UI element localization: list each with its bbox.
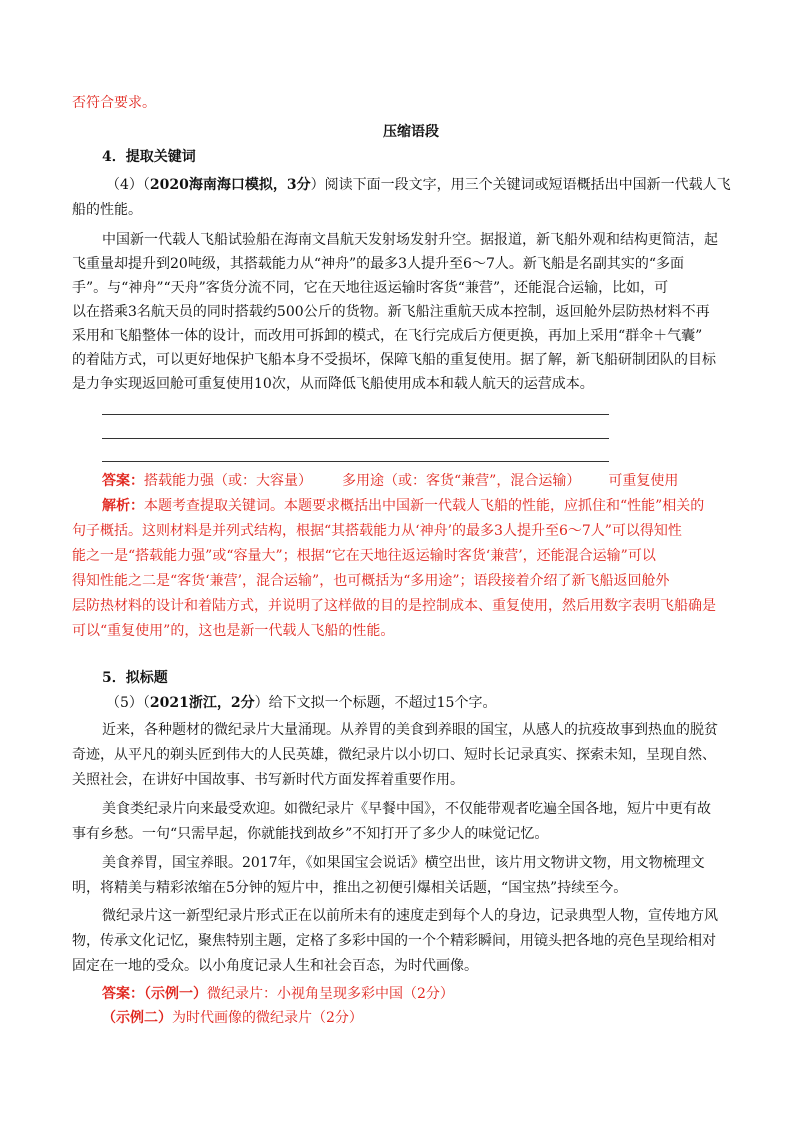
q5-answer-example2: （示例二）为时代画像的微纪录片（2分） — [102, 1010, 363, 1026]
q5-passage-line: 近来，各种题材的微纪录片大量涌现。从养胃的美食到养眼的国宝，从感人的抗疫故事到热血的脱贫 — [102, 722, 718, 738]
answer-label: 答案： — [102, 473, 144, 489]
q5-passage-line: 明，将精美与精彩浓缩在5分钟的短片中，推出之初便引爆相关话题，“国宝热”持续至今。 — [72, 880, 628, 896]
q5-passage-line: 美食养胃，国宝养眼。2017年，《如果国宝会说话》横空出世，该片用文物讲文物，用文物梳理文 — [102, 855, 705, 871]
q5-passage-line: 关照社会，在讲好中国故事、书写新时代方面发挥着重要作用。 — [72, 772, 464, 788]
answer-line — [102, 414, 609, 415]
q5-passage-line: 物，传承文化记忆，聚焦特别主题，定格了多彩中国的一个个精彩瞬间，用镜头把各地的亮色呈现给相对 — [72, 933, 716, 949]
q4-source: 2020海南海口模拟，3分 — [149, 177, 311, 193]
q4-analysis: 解析：本题考查提取关键词。本题要求概括出中国新一代载人飞船的性能，应抓住和“性能”相关的 — [102, 498, 705, 514]
analysis-label: 解析： — [102, 498, 144, 514]
q5-prompt: （5）（2021浙江，2分）给下文拟一个标题，不超过15个字。 — [106, 695, 497, 711]
q4-answer: 答案：搭载能力强（或：大容量） 多用途（或：客货“兼营”，混合运输） 可重复使用 — [102, 473, 679, 489]
answer-line — [102, 438, 609, 439]
q4-prompt-line2: 船的性能。 — [72, 202, 142, 218]
q5-answer-example1: 答案：（示例一）微纪录片：小视角呈现多彩中国（2分） — [102, 986, 454, 1002]
q4-analysis-line: 层防热材料的设计和着陆方式，并说明了这样做的目的是控制成本、重复使用，然后用数字表明飞船确是 — [72, 598, 716, 614]
q4-passage-line: 是力争实现返回舱可重复使用10次，从而降低飞船使用成本和载人航天的运营成本。 — [72, 376, 594, 392]
q4-heading: 4．提取关键词 — [102, 149, 196, 165]
q5-passage-line: 微纪录片这一新型纪录片形式正在以前所未有的速度走到每个人的身边，记录典型人物，宣传地方风 — [102, 908, 718, 924]
q4-passage-line: 手”。与“神舟”“天舟”客货分流不同，它在天地往返运输时客货“兼营”，还能混合运输，比如，可 — [72, 280, 669, 296]
q4-passage-line: 中国新一代载人飞船试验船在海南文昌航天发射场发射升空。据报道，新飞船外观和结构更简洁，起 — [102, 232, 718, 248]
q5-source: 2021浙江，2分 — [149, 695, 255, 711]
q5-passage-line: 固定在一地的受众。以小角度记录人生和社会百态，为时代画像。 — [72, 958, 478, 974]
q4-analysis-line: 能之一是“搭载能力强”或“容量大”；根据“它在天地往返运输时客货‘兼营’，还能混合运输”可以 — [72, 548, 656, 564]
q4-analysis-line: 得知性能之二是“客货‘兼营’，混合运输”，也可概括为“多用途”；语段接着介绍了新飞船返回舱外 — [72, 573, 670, 589]
q4-passage-line: 以在搭乘3名航天员的同时搭载约500公斤的货物。新飞船注重航天成本控制，返回舱外层防热材料不再 — [72, 304, 710, 320]
q4-analysis-line: 可以“重复使用”的，这也是新一代载人飞船的性能。 — [72, 623, 395, 639]
q5-heading: 5．拟标题 — [102, 670, 168, 686]
answer-line — [102, 461, 609, 462]
q5-passage-line: 事有乡愁。一句“只需早起，你就能找到故乡”不知打开了多少人的味觉记忆。 — [72, 826, 549, 842]
top-fragment: 否符合要求。 — [72, 95, 156, 111]
answer-label: 答案： — [102, 986, 144, 1002]
q4-passage-line: 采用和飞船整体一体的设计，而改用可拆卸的模式，在飞行完成后方便更换，再加上采用“群伞＋气囊” — [72, 328, 703, 344]
section-title: 压缩语段 — [383, 124, 439, 140]
q4-passage-line: 飞重量却提升到20吨级，其搭载能力从“神舟”的最多3人提升至6～7人。新飞船是名副其实的“多面 — [72, 256, 685, 272]
q5-passage-line: 美食类纪录片向来最受欢迎。如微纪录片《早餐中国》，不仅能带观者吃遍全国各地，短片中更有故 — [102, 801, 711, 817]
q4-analysis-line: 句子概括。这则材料是并列式结构，根据“其搭载能力从‘神舟’的最多3人提升至6～7人”可以得知性 — [72, 523, 682, 539]
q4-prompt: （4）（2020海南海口模拟，3分）阅读下面一段文字，用三个关键词或短语概括出中国新一代载人飞 — [106, 177, 731, 193]
q5-passage-line: 奇迹，从平凡的剃头匠到伟大的人民英雄，微纪录片以小切口、短时长记录真实、探索未知，呈现自然、 — [72, 747, 716, 763]
q4-passage-line: 的着陆方式，可以更好地保护飞船本身不受损坏，保障飞船的重复使用。据了解，新飞船研制团队的目标 — [72, 352, 716, 368]
